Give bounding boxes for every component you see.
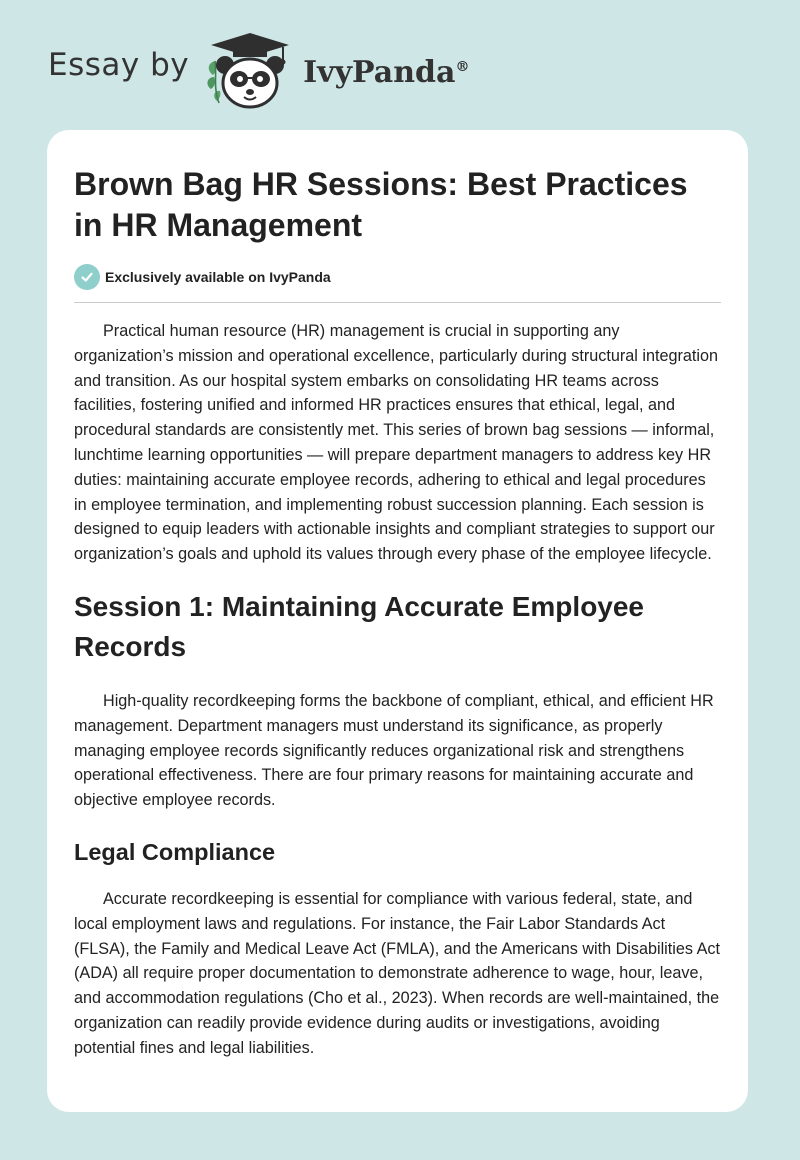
session1-paragraph: High-quality recordkeeping forms the backbone of compliant, ethical, and efficient HR management. Department managers must understand its significance, as properly managing employee records significantly reduces organizational risk and strengthens operational effectiveness. There are four primary reasons for maintaining accurate and objective employee records. (74, 691, 714, 810)
article-card (47, 130, 748, 1112)
session1-heading: Session 1: Maintaining Accurate Employee Records (74, 590, 645, 662)
checkmark-icon (74, 264, 100, 290)
legal-compliance-paragraph: Accurate recordkeeping is essential for compliance with various federal, state, and local employment laws and regulations. For instance, the Fair Labor Standards Act (FLSA), the Family and Medical Leave Act (FMLA), and the Americans with Disabilities Act (ADA) all require proper documentation to demonstrate adherence to wage, hour, leave, and accommodation regulations (Cho et al., 2023). When records are well-maintained, the organization can readily provide evidence during audits or investigations, avoiding potential fines and legal liabilities. (74, 889, 720, 1057)
legal-compliance-heading: Legal Compliance (74, 838, 276, 865)
ivypanda-logo-icon[interactable] (203, 31, 297, 109)
brand-name[interactable] (303, 55, 469, 90)
article-title: Brown Bag HR Sessions: Best Practices in HR Management (74, 166, 688, 243)
badge-label: Exclusively available on IvyPanda (105, 269, 331, 285)
exclusive-badge (74, 264, 721, 303)
site-header (48, 30, 469, 110)
intro-paragraph: Practical human resource (HR) management is crucial in supporting any organization’s mission and operational excellence, particularly during structural integration and transition. As our hospital system embarks on consolidating HR teams across facilities, fostering unified and informed HR practices ensures that ethical, legal, and procedural standards are consistently met. This series of brown bag sessions — informal, lunchtime learning opportunities — will prepare department managers to address key HR duties: maintaining accurate employee records, adhering to ethical and legal procedures in employee termination, and implementing robust succession planning. Each session is designed to equip leaders with actionable insights and compliant strategies to support our organization’s goals and uphold its values through every phase of the employee lifecycle. (74, 322, 718, 564)
registered-mark: ® (455, 58, 470, 75)
essay-by-label: Essay by (48, 47, 190, 83)
brand-text: IvyPanda (303, 54, 456, 90)
